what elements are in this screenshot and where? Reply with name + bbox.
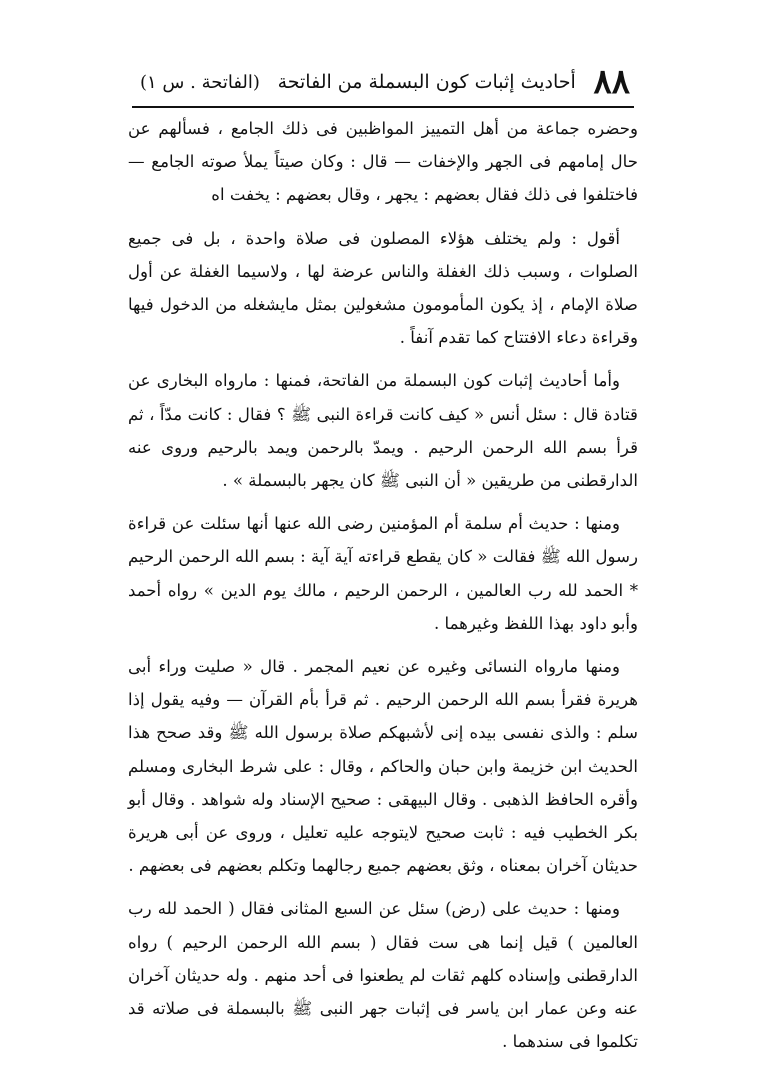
- paragraph: أقول : ولم يختلف هؤلاء المصلون فى صلاة واحدة ، بل فى جميع الصلوات ، وسبب ذلك الغفلة والناس عرضة لها ، ولاسيما الغفلة عن أول صلاة الإمام ، إذ يكون المأمومون مشغولين بمثل مايشغله من الدخول فيها وقراءة دعاء الافتتاح كما تقدم آنفاً .: [128, 228, 638, 348]
- header-divider: [132, 106, 634, 108]
- paragraph: ومنها مارواه النسائى وغيره عن نعيم المجمر . قال « صليت وراء أبى هريرة فقرأ بسم الله الرحمن الرحيم . ثم قرأ بأم القرآن — وفيه يقول إذا سلم : والذى نفسى بيده إنى لأشبهكم صلاة برسول الله ﷺ وقد صحح هذا الحديث ابن خزيمة وابن حبان والحاكم ، وقال : على شرط البخارى ومسلم وأقره الحافظ الذهبى . وقال البيهقى : صحيح الإسناد وله شواهد . وقال أبو بكر الخطيب فيه : ثابت صحيح لايتوجه عليه تعليل ، وروى عن أبى هريرة حديثان آخران بمعناه ، وثق بعضهم جميع رجالهما وتكلم بعضهم فى بعضهم .: [128, 657, 638, 876]
- paragraph: ومنها : حديث أم سلمة أم المؤمنين رضى الله عنها أنها سئلت عن قراءة رسول الله ﷺ فقالت « كان يقطع قراءته آية آية : بسم الله الرحمن الرحيم * الحمد لله رب العالمين ، الرحمن الرحيم ، مالك يوم الدين » رواه أحمد وأبو داود بهذا اللفظ وغيرهما .: [128, 514, 638, 633]
- page-body: [128, 112, 638, 1068]
- paragraph: ومنها : حديث على (رض) سئل عن السبع المثانى فقال ( الحمد لله رب العالمين ) قيل إنما هى ست فقال ( بسم الله الرحمن الرحيم ) رواه الدارقطنى وإسناده كلهم ثقات لم يطعنوا فى أحد منهم . وله حديثان آخران عنه وعن عمار ابن ياسر فى إثبات جهر النبى ﷺ بالبسملة فى صلاته قد تكلموا فى سندهما .: [128, 899, 638, 1052]
- page-header: [140, 62, 630, 102]
- running-title: أحاديث إثبات كون البسملة من الفاتحة: [277, 71, 576, 93]
- paragraph: وحضره جماعة من أهل التمييز المواظبين فى ذلك الجامع ، فسألهم عن حال إمامهم فى الجهر والإخفات — قال : وكان صيتاً يملأ صوته الجامع — فاختلفوا فى ذلك فقال بعضهم : يجهر ، وقال بعضهم : يخفت اه: [128, 119, 638, 205]
- paragraph: وأما أحاديث إثبات كون البسملة من الفاتحة، فمنها : مارواه البخارى عن قتادة قال : سئل أنس « كيف كانت قراءة النبى ﷺ ؟ فقال : كانت مدّاً ، ثم قرأ بسم الله الرحمن الرحيم . ويمدّ بالرحمن ويمد بالرحيم وروى عنه الدارقطنى من طريقين « أن النبى ﷺ كان يجهر بالبسملة » .: [128, 371, 638, 491]
- section-reference: (الفاتحة . س ١): [140, 71, 260, 93]
- page-number: ٨٨: [593, 62, 630, 102]
